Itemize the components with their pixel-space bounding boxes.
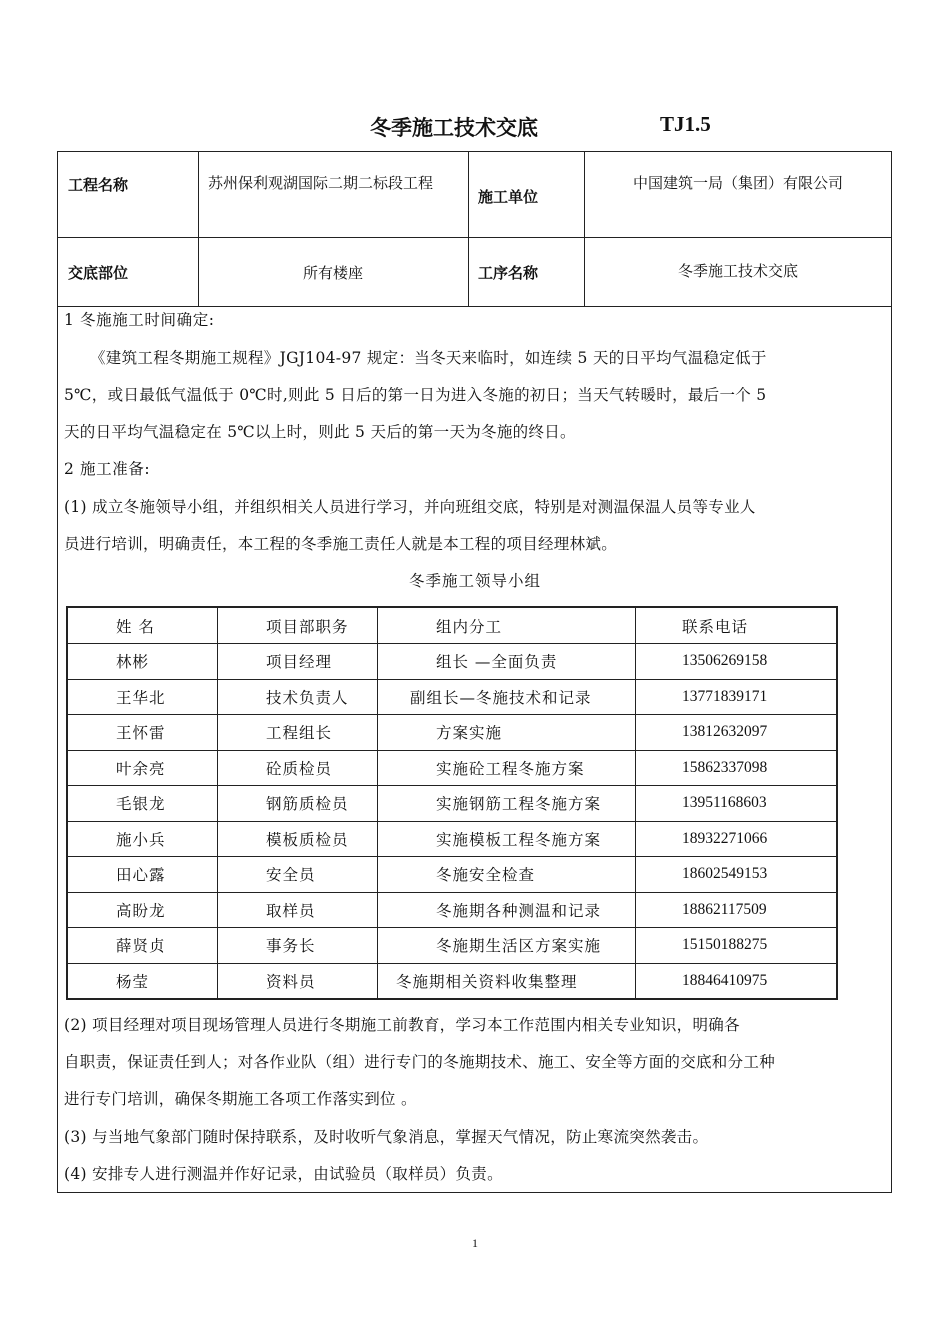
member-name: 施小兵 (68, 821, 218, 857)
table-row (68, 644, 837, 680)
project-name-value: 苏州保利观湖国际二期二标段工程 (208, 174, 434, 192)
table-row (68, 892, 837, 928)
member-phone: 18602549153 (636, 857, 837, 893)
member-name: 林彬 (68, 644, 218, 680)
member-name: 王华北 (68, 679, 218, 715)
member-position: 项目经理 (218, 644, 378, 680)
member-duty: 冬施期生活区方案实施 (378, 928, 636, 964)
table-row (68, 821, 837, 857)
table-row (68, 715, 837, 751)
member-phone: 18862117509 (636, 892, 837, 928)
member-position: 工程组长 (218, 715, 378, 751)
column-divider (468, 152, 469, 306)
header-divider (58, 237, 891, 238)
member-name: 王怀雷 (68, 715, 218, 751)
member-name: 杨莹 (68, 963, 218, 999)
project-name-label: 工程名称 (68, 176, 129, 194)
member-position: 资料员 (218, 963, 378, 999)
member-duty: 副组长—冬施技术和记录 (378, 679, 636, 715)
section-1-title: 1 冬施施工时间确定: (64, 311, 215, 329)
member-phone: 15150188275 (636, 928, 837, 964)
construction-unit-value: 中国建筑一局（集团）有限公司 (632, 174, 843, 192)
member-duty: 实施钢筋工程冬施方案 (378, 786, 636, 822)
member-duty: 冬施安全检查 (378, 857, 636, 893)
member-position: 技术负责人 (218, 679, 378, 715)
document-title: 冬季施工技术交底 (370, 116, 538, 140)
section-1-line-2: 5℃，或日最低气温低于 0℃时,则此 5 日后的第一日为进入冬施的初日；当天气转暖时，最后一个 5 (64, 386, 767, 404)
process-name-value: 冬季施工技术交底 (677, 262, 798, 280)
section-1-line-1: 《建筑工程冬期施工规程》JGJ104-97 规定：当冬天来临时，如连续 5 天的日平均气温稳定低于 (90, 349, 767, 367)
table-row (68, 928, 837, 964)
member-name: 田心露 (68, 857, 218, 893)
member-name: 毛银龙 (68, 786, 218, 822)
member-phone: 13771839171 (636, 679, 837, 715)
member-phone: 18846410975 (636, 963, 837, 999)
member-name: 叶余亮 (68, 750, 218, 786)
member-duty: 组长 —全面负责 (378, 644, 636, 680)
table-row (68, 857, 837, 893)
member-position: 砼质检员 (218, 750, 378, 786)
disclosure-part-label: 交底部位 (68, 264, 129, 282)
paragraph-2-line-1: (2) 项目经理对项目现场管理人员进行冬期施工前教育，学习本工作范围内相关专业知识，明确各 (64, 1016, 740, 1034)
table-row (68, 786, 837, 822)
member-position: 取样员 (218, 892, 378, 928)
table-row (68, 963, 837, 999)
construction-unit-label: 施工单位 (478, 188, 539, 206)
page-number: 1 (472, 1236, 478, 1250)
member-duty: 冬施期相关资料收集整理 (378, 963, 636, 999)
header-phone: 联系电话 (636, 608, 837, 644)
header-duty: 组内分工 (378, 608, 636, 644)
paragraph-3: (3) 与当地气象部门随时保持联系，及时收听气象消息，掌握天气情况，防止寒流突然袭击。 (64, 1128, 709, 1146)
leader-group-title: 冬季施工领导小组 (408, 572, 541, 590)
member-duty: 实施模板工程冬施方案 (378, 821, 636, 857)
member-position: 事务长 (218, 928, 378, 964)
paragraph-1-line-2: 员进行培训，明确责任，本工程的冬季施工责任人就是本工程的项目经理林斌。 (64, 535, 618, 553)
member-name: 高盼龙 (68, 892, 218, 928)
member-duty: 方案实施 (378, 715, 636, 751)
member-position: 安全员 (218, 857, 378, 893)
header-position: 项目部职务 (218, 608, 378, 644)
table-row (68, 679, 837, 715)
member-phone: 18932271066 (636, 821, 837, 857)
process-name-label: 工序名称 (478, 264, 539, 282)
member-phone: 13812632097 (636, 715, 837, 751)
member-position: 模板质检员 (218, 821, 378, 857)
member-phone: 13951168603 (636, 786, 837, 822)
member-position: 钢筋质检员 (218, 786, 378, 822)
section-1-line-3: 天的日平均气温稳定在 5℃以上时，则此 5 天后的第一天为冬施的终日。 (64, 423, 576, 441)
title-row (0, 112, 950, 144)
paragraph-4: (4) 安排专人进行测温并作好记录，由试验员（取样员）负责。 (64, 1165, 503, 1183)
document-code: TJ1.5 (660, 112, 711, 136)
section-2-title: 2 施工准备: (64, 460, 151, 478)
leader-group-table (66, 606, 838, 1000)
paragraph-1-line-1: (1) 成立冬施领导小组，并组织相关人员进行学习，并向班组交底，特别是对测温保温人员等专业人 (64, 498, 756, 516)
member-phone: 15862337098 (636, 750, 837, 786)
member-duty: 实施砼工程冬施方案 (378, 750, 636, 786)
member-duty: 冬施期各种测温和记录 (378, 892, 636, 928)
member-name: 薛贤贞 (68, 928, 218, 964)
paragraph-2-line-2: 自职责，保证责任到人；对各作业队（组）进行专门的冬施期技术、施工、安全等方面的交底和分工种 (64, 1053, 776, 1071)
table-header-row (68, 608, 837, 644)
header-name: 姓 名 (68, 608, 218, 644)
member-phone: 13506269158 (636, 644, 837, 680)
paragraph-2-line-3: 进行专门培训，确保冬期施工各项工作落实到位 。 (64, 1090, 417, 1108)
table-row (68, 750, 837, 786)
disclosure-part-value: 所有楼座 (302, 264, 363, 282)
